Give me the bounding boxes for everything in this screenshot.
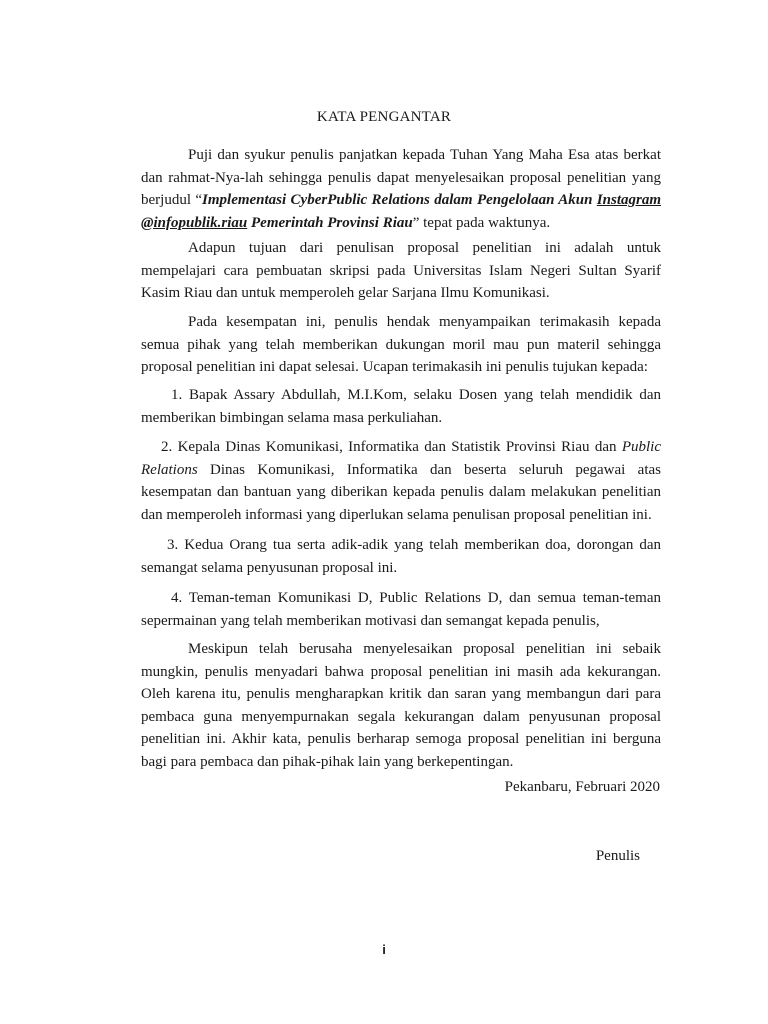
research-title-part-c: Pemerintah Provinsi Riau [247, 214, 413, 231]
list-item-3: 3. Kedua Orang tua serta adik-adik yang telah memberikan doa, dorongan dan semangat selama penyusunan proposal ini. [141, 537, 661, 576]
page-title: KATA PENGANTAR [316, 109, 452, 125]
research-title-part-a: Implementasi CyberPublic Relations dalam Pengelolaan Akun [202, 192, 597, 208]
place-date: Pekanbaru, Februari 2020 [504, 779, 660, 795]
paragraph-thanks: Pada kesempatan ini, penulis hendak menyampaikan terimakasih kepada semua pihak yang telah memberikan dukungan moril mau pun materil sehingga proposal penelitian ini dapat selesai. Ucapan terimakasih ini penulis tujukan kepada: [141, 314, 661, 375]
signer: Penulis [595, 848, 640, 864]
page-number: i [382, 942, 386, 957]
research-title-instagram: Instagram @infopublik.riau [141, 192, 661, 231]
paragraph-intro [141, 144, 661, 234]
list-item-2-italic: Public Relations [141, 439, 661, 478]
paragraph-purpose: Adapun tujuan dari penulisan proposal penelitian ini adalah untuk mempelajari cara pembuatan skripsi pada Universitas Islam Negeri Sultan Syarif Kasim Riau dan untuk memperoleh gelar Sarjana Ilmu Komunikasi. [141, 240, 661, 301]
list-item-2-text-a: 2. Kepala Dinas Komunikasi, Informatika dan Statistik Provinsi Riau dan [161, 439, 622, 455]
list-item-2 [141, 436, 661, 526]
paragraph-closing: Meskipun telah berusaha menyelesaikan proposal penelitian ini sebaik mungkin, penulis menyadari bahwa proposal penelitian ini masih ada kekurangan. Oleh karena itu, penulis mengharapkan kritik dan saran yang membangun dari para pembaca guna menyempurnakan segala kekurangan dalam penyusunan proposal penelitian ini. Akhir kata, penulis berharap semoga proposal penelitian ini berguna bagi para pembaca dan pihak-pihak lain yang berkepentingan. [141, 641, 661, 770]
list-item-4: 4. Teman-teman Komunikasi D, Public Relations D, dan semua teman-teman sepermainan yang telah memberikan motivasi dan semangat kepada penulis, [141, 590, 661, 629]
paragraph-intro-text: Puji dan syukur penulis panjatkan kepada Tuhan Yang Maha Esa atas berkat dan rahmat-Nya-lah sehingga penulis dapat menyelesaikan proposal penelitian yang berjudul “ [141, 147, 661, 208]
list-item-1: 1. Bapak Assary Abdullah, M.I.Kom, selaku Dosen yang telah mendidik dan memberikan bimbingan selama masa perkuliahan. [141, 387, 661, 426]
list-item-2-text-b: Dinas Komunikasi, Informatika dan beserta seluruh pegawai atas kesempatan dan bantuan yang diberikan kepada penulis dalam melakukan penelitian dan memperoleh informasi yang diperlukan selama penulisan proposal penelitian ini. [141, 461, 661, 523]
paragraph-intro-end: ” tepat pada waktunya. [412, 214, 551, 231]
